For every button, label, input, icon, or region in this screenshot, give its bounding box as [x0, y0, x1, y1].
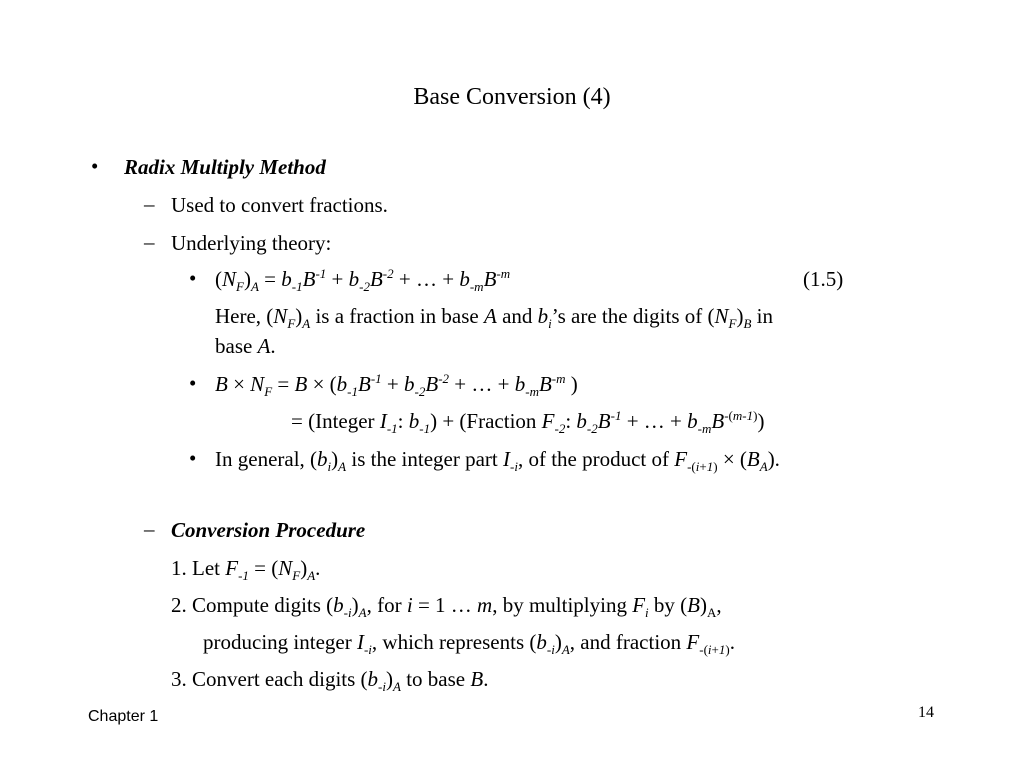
heading-radix-multiply-method: Radix Multiply Method [124, 155, 326, 179]
step-3: 3. Convert each digits $(b_{-i})_A$ to base B. [171, 667, 489, 694]
item-used-to-convert: Used to convert fractions. [171, 193, 388, 217]
explanation-line-1: Here, $(N_F)_A$ is a fraction in base A and $b_i’s$ are the digits of $(N_F)_B$ in [215, 304, 774, 331]
dash-icon: – [144, 192, 155, 216]
equation-1-5: $(N_F)_A = b_{-1}B^{-1} + b_{-2}B^{-2}$ + … + $b_{-m}B^{-m}$ [215, 266, 511, 294]
bullet-icon: • [189, 266, 197, 290]
footer-chapter: Chapter 1 [88, 708, 159, 725]
bullet-icon: • [189, 371, 197, 395]
dash-icon: – [144, 517, 155, 541]
heading-conversion-procedure: Conversion Procedure [171, 518, 366, 542]
equation-product: $B \times N_F = B \times (b_{-1}B^{-1} + b_{-2}B^{-2}$ + … + $b_{-m}B^{-m}$ ) [215, 371, 578, 399]
slide-title: Base Conversion (4) [413, 84, 611, 110]
step-1: 1. Let $F_{-1} = (N_F)_A$. [171, 556, 321, 583]
page-number: 14 [918, 704, 934, 721]
explanation-line-2: base A. [215, 334, 276, 358]
step-2-continued: producing integer $I_{-i}$, which represents $(b_{-i})_A$, and fraction $F_{-(i+1)}$. [203, 630, 735, 657]
step-2: 2. Compute digits $(b_{-i})_A$, for i = 1 … m, by multiplying $F_i$ by $(B)_A$, [171, 593, 722, 620]
bullet-icon: • [189, 446, 197, 470]
item-underlying-theory: Underlying theory: [171, 231, 332, 255]
dash-icon: – [144, 230, 155, 254]
bullet-icon: • [91, 154, 99, 178]
equation-integer-fraction: = (Integer $I_{-1}$: $b_{-1}$) + (Fraction $F_{-2}$: $b_{-2}B^{-1}$ + … + $b_{-m}B^{-(m-1)}$) [291, 408, 765, 436]
in-general-statement: In general, $(b_i)_A$ is the integer part $I_{-i}$, of the product of $F_{-(i+1)} \times (B_A)$. [215, 447, 780, 474]
equation-number: (1.5) [803, 267, 844, 291]
